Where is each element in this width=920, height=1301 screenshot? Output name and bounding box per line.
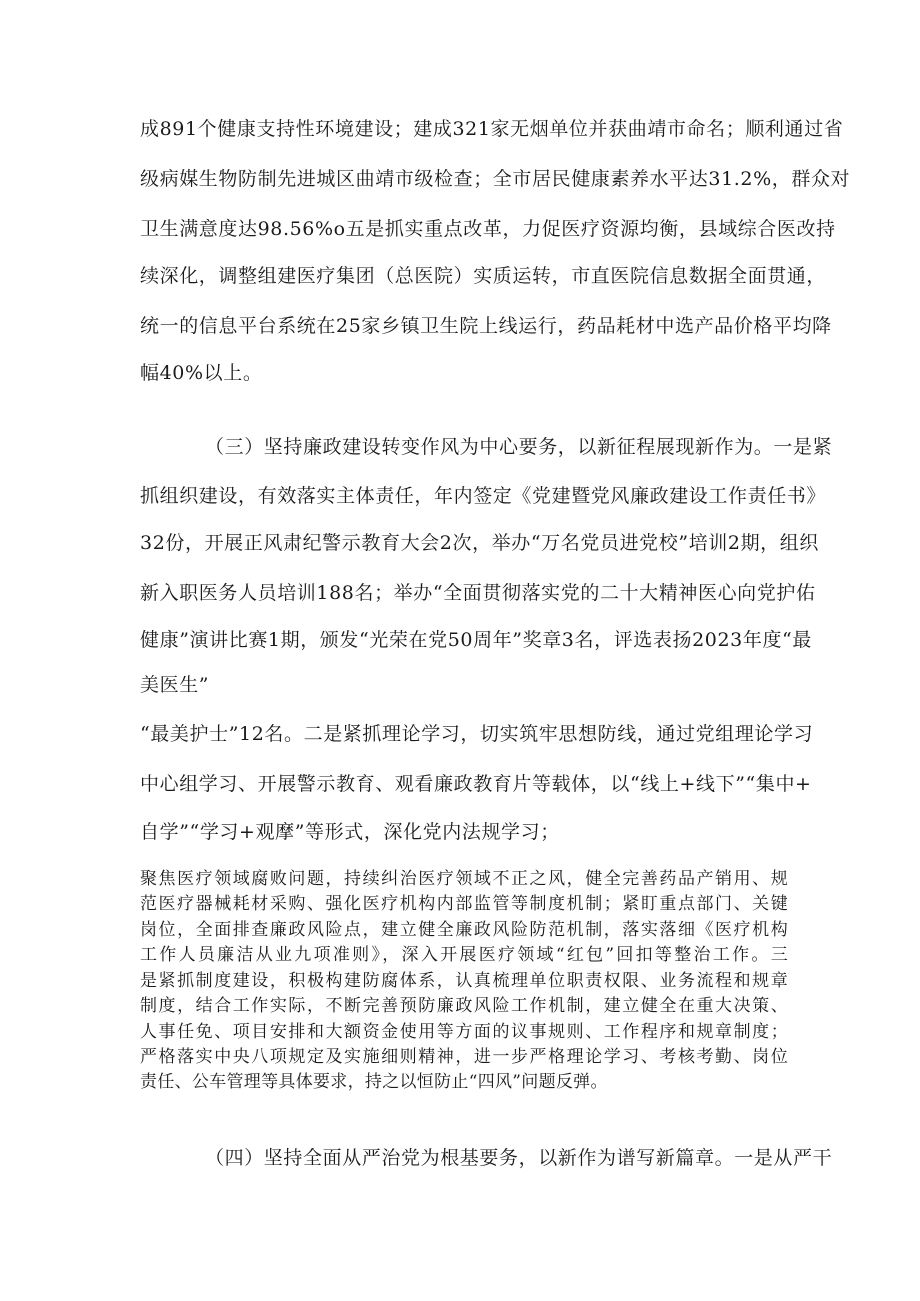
text-line: 是紧抓制度建设，积极构建防腐体系，认真梳理单位职责权限、业务流程和规章 [140,971,788,991]
text-line: 抓组织建设，有效落实主体责任，年内签定《党建暨党风廉政建设工作责任书》 [140,485,827,507]
text-line: 聚焦医疗领域腐败问题，持续纠治医疗领域不正之风，健全完善药品产销用、规 [140,869,788,889]
text-line: “最美护士”12名。二是紧抓理论学习，切实筑牢思想防线，通过党组理论学习 [140,723,814,745]
text-line: 工作人员廉洁从业九项准则》，深入开展医疗领域“红包”回扣等整治工作。三 [140,945,788,965]
text-line: 幅40%以上。 [140,362,263,384]
section-heading-line: （四）坚持全面从严治党为根基要务，以新作为谱写新篇章。一是从严干 [205,1147,833,1169]
text-line: 续深化，调整组建医疗集团（总医院）实质运转，市直医院信息数据全面贯通， [140,265,827,287]
text-line: 中心组学习、开展警示教育、观看廉政教育片等载体，以“线上+线下”“集中+ [140,773,812,795]
text-line: 成891个健康支持性环境建设；建成321家无烟单位并获曲靖市命名；顺利通过省 [140,118,844,140]
text-line: 统一的信息平台系统在25家乡镇卫生院上线运行，药品耗材中选产品价格平均降 [140,315,832,337]
text-line: 级病媒生物防制先进城区曲靖市级检查；全市居民健康素养水平达31.2%，群众对 [140,168,851,190]
text-line: 新入职医务人员培训188名；举办“全面贯彻落实党的二十大精神医心向党护佑 [140,582,816,604]
text-line: 美医生” [140,674,210,696]
text-line: 32份，开展正风肃纪警示教育大会2次，举办“万名党员进党校”培训2期，组织 [140,532,819,554]
text-line: 范医疗器械耗材采购、强化医疗机构内部监管等制度机制；紧盯重点部门、关键 [140,894,788,914]
text-line: 健康”演讲比赛1期，颁发“光荣在党50周年”奖章3名，评选表扬2023年度“最 [140,629,812,651]
text-line: 人事任免、项目安排和大额资金使用等方面的议事规则、工作程序和规章制度； [140,1022,788,1042]
text-line: 卫生满意度达98.56%o五是抓实重点改革，力促医疗资源均衡，县域综合医改持 [140,218,836,240]
section-heading-line: （三）坚持廉政建设转变作风为中心要务，以新征程展现新作为。一是紧 [205,436,833,458]
text-line: 严格落实中央八项规定及实施细则精神，进一步严格理论学习、考核考勤、岗位 [140,1047,788,1067]
text-line: 岗位，全面排查廉政风险点，建立健全廉政风险防范机制，落实落细《医疗机构 [140,920,788,940]
text-line: 自学”“学习+观摩”等形式，深化党内法规学习； [140,821,560,843]
text-line: 责任、公车管理等具体要求，持之以恒防止“四风”问题反弹。 [140,1072,608,1092]
text-line: 制度，结合工作实际，不断完善预防廉政风险工作机制，建立健全在重大决策、 [140,996,788,1016]
